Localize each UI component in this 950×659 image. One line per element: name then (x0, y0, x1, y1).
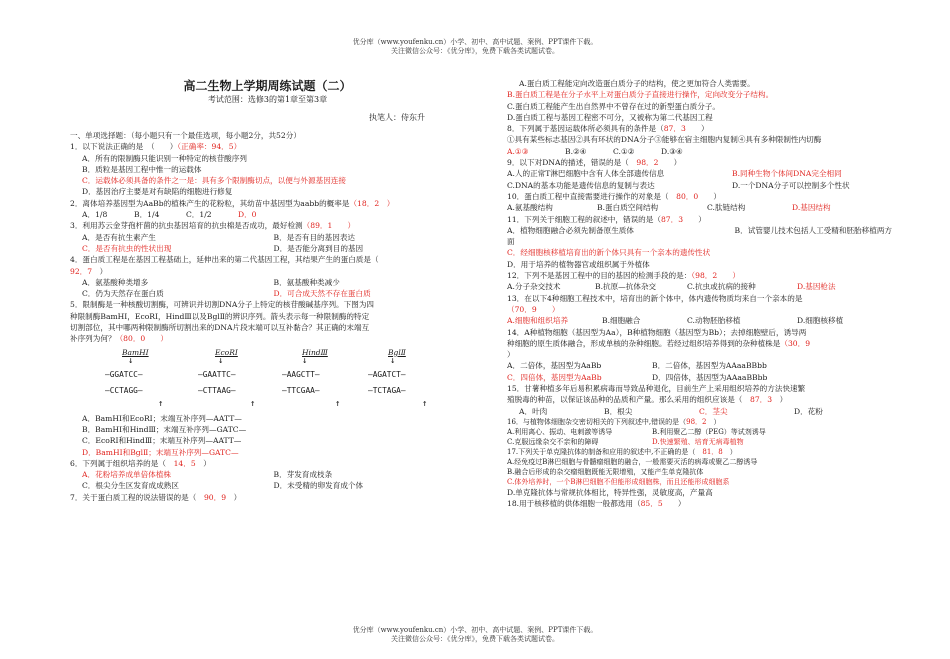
q15-option-a: A．叶肉 (519, 406, 548, 416)
question-4: 4．蛋白质工程是在基因工程基础上，延伸出来的第二代基因工程，其结果产生的蛋白质是（ 92．7 ） A．氨基酸种类增多 B．氨基酸种类减少 C．仍为天然存在蛋白质 D．可合成天然不存在蛋白质 (70, 254, 465, 299)
q14-option-a: A．二倍体，基因型为AaBb (507, 361, 602, 371)
q2-option-d: D．0 (238, 210, 257, 220)
q10-option-a: A.氨基酸结构 (507, 203, 553, 213)
q17-rate: 81．8 (702, 447, 723, 456)
q11-option-b-2: 面 (507, 237, 515, 247)
q11-option-d: D．用于培养的植物器官或组织属于外植体 (507, 259, 650, 269)
cut-arrow-up-icon: ↑ (335, 398, 341, 409)
q4-option-a: A．氨基酸种类增多 (82, 277, 149, 287)
q14-option-b: B．二倍体，基因型为AAaaBBbb (652, 361, 767, 371)
q5-rate: （80．0 ） (115, 334, 169, 344)
q11-option-b-1: B．试管婴儿技术包括人工受精和胚胎移植两方 (734, 225, 892, 235)
q16-rate: 98．2 (686, 417, 707, 426)
sequence-bottom: —TTCGAA— (282, 385, 320, 395)
q1-option-b: B．质粒是基因工程中惟一的运载体 (82, 164, 202, 174)
q8-option-a: A.①③ (507, 146, 529, 156)
q3-stem: 3．利用苏云金芽孢杆菌的抗虫基因培育的抗虫棉是否成功，最好检测 (70, 221, 303, 231)
sequence-top: —GAATTC— (198, 369, 236, 379)
q12-option-c: C.抗虫或抗病的接种 (687, 282, 756, 292)
q1-option-a: A．所有的限制酶只能识别一种特定的核苷酸序列 (82, 153, 247, 163)
q6-option-d: D．未受精的卵发育成个体 (273, 481, 364, 491)
cut-arrow-down-icon: ↓ (128, 355, 134, 366)
question-15: 15．甘薯种植多年后易积累病毒而导致品种退化，目前生产上采用组织培养的方法快速繁 殖脱毒的种苗，以保证该品种的品质和产量。那么采用的组织应该是（ 87．3 ） A．叶肉 B．根尖 C．茎尖 D．花粉 (507, 383, 892, 417)
q18-rate: 85．5 (640, 499, 663, 509)
q9-rate: 98．2 (636, 158, 659, 168)
q6-rate: 14．5 (173, 458, 196, 468)
sequence-top: —GGATCC— (105, 369, 143, 379)
q8-description: ①具有某些标志基因②具有环状的DNA分子③能够在宿主细胞内复制④具有多种限制性内切酶 (507, 135, 822, 145)
q12-rate: （98．2 ） (691, 271, 740, 281)
question-14: 14．A种植物细胞（基因型为Aa），B种植物细胞（基因型为Bb）；去掉细胞壁后，诱导两 种细胞的原生质体融合，形成单核的杂种细胞。若经过组织培养得到的杂种植株是（30．9 ） A．二倍体，基因型为AaBb B．二倍体，基因型为AAaaBBbb C．四倍体，基因型为AaBb D．四倍体，基因型为AAaaBBbb (507, 327, 892, 383)
sequence-bottom: —CTTAAG— (198, 385, 236, 395)
sequence-top: —AGATCT— (368, 369, 406, 379)
q12-option-a: A.分子杂交技术 (507, 282, 561, 292)
cut-arrow-down-icon: ↓ (218, 355, 224, 366)
q13-option-c: C.动物胚胎移植 (687, 316, 741, 326)
q1-option-c: C．运载体必须具备的条件之一是：具有多个限制酶切点，以便与外源基因连接 (82, 176, 346, 186)
q2-option-a: A．1/8 (82, 210, 108, 220)
question-5 (70, 299, 465, 457)
q3-option-c: C．是否有抗虫的性状出现 (82, 243, 172, 253)
q5-stem-2: 种限制酶BamHⅠ，EcoRⅠ，HindⅢ以及BglⅡ的辨识序列。箭头表示每一种限制酶的特定 (70, 311, 370, 321)
q7-option-b: B.蛋白质工程是在分子水平上对蛋白质分子直接进行操作，定向改变分子结构。 (507, 90, 774, 100)
cut-arrow-up-icon: ↑ (422, 398, 428, 409)
q6-option-c: C．根尖分生区发育成成熟区 (82, 481, 179, 491)
q8-stem: 8．下列属于基因运载体所必须具有的条件是（ (507, 124, 664, 134)
q2-rate: （18．2 ） (349, 198, 395, 208)
enzyme-label: BamHⅠ (122, 347, 149, 357)
q8-option-d: D.③④ (661, 146, 683, 156)
section-heading: 一、单项选择题：（每小题只有一个最佳选项，每小题2分，共52分） (70, 131, 301, 140)
q15-option-d: D．花粉 (794, 406, 823, 416)
question-17: 17.下列关于单克隆抗体的制备和应用的叙述中,不正确的是（ 81．8 ） A.经免疫过B淋巴细胞与骨髓瘤细胞的融合，一般需要灭活的病毒或聚乙二醇诱导 B.融合后形成的杂交瘤细胞既能无限增殖，又能产生单克隆抗体 C.体外培养时，一个B淋巴细胞不但能形成细胞株，而且还能形成细胞系 (507, 447, 892, 487)
q17-option-a: A.经免疫过B淋巴细胞与骨髓瘤细胞的融合，一般需要灭活的病毒或聚乙二醇诱导 (507, 457, 758, 466)
q4-option-d: D．可合成天然不存在蛋白质 (273, 289, 371, 299)
q5-option-b: B．BamHⅠ和HindⅢ；末端互补序列—GATC— (82, 424, 247, 434)
q7-option-a: A.蛋白质工程能定向改造蛋白质分子的结构，使之更加符合人类需要。 (519, 79, 755, 88)
exam-title: 高二生物上学期周练试题（二） (183, 79, 352, 93)
enzyme-label: EcoRⅠ (215, 347, 238, 357)
q16-option-c: C.克服远缘杂交不亲和的障碍 (507, 437, 599, 446)
q8-option-c: C.①② (613, 146, 635, 156)
q14-rate: （30．9 (780, 338, 811, 348)
q17-stem: 17.下列关于单克隆抗体的制备和应用的叙述中,不正确的是（ (507, 447, 696, 456)
right-column (507, 78, 892, 510)
sequence-bottom: —CCTAGG— (105, 385, 143, 395)
question-13 (507, 293, 892, 327)
q15-rate: 87．3 (750, 395, 773, 405)
cut-arrow-up-icon: ↑ (250, 398, 256, 409)
question-1 (70, 141, 465, 197)
q10-option-c: C.肽链结构 (707, 203, 746, 213)
q12-option-b: B.抗原—抗体杂交 (595, 282, 657, 292)
q4-rate: 92．7 (70, 266, 93, 276)
q9-stem: 9．以下对DNA的描述，错误的是（ (507, 158, 629, 168)
question-2 (70, 198, 465, 221)
q14-stem-2: 种细胞的原生质体融合，形成单核的杂种细胞。若经过组织培养得到的杂种植株是 (507, 338, 781, 348)
q15-stem-2: 殖脱毒的种苗，以保证该品种的品质和产量。那么采用的组织应该是（ (507, 395, 743, 405)
q13-option-a: A.细胞和组织培养 (507, 316, 569, 326)
q9-option-d: D.一个DNA分子可以控制多个性状 (732, 180, 850, 190)
q15-option-c: C．茎尖 (699, 406, 728, 416)
header-line-1: 优分库（www.youfenku.cn）小学、初中、高中试题、案例、PPT课件下载。 (352, 38, 598, 46)
q16-option-d: D.快速繁殖、培育无病毒植物 (652, 437, 744, 446)
q3-option-d: D．是否能分离到目的基因 (273, 243, 364, 253)
q14-stem-1: 14．A种植物细胞（基因型为Aa），B种植物细胞（基因型为Bb）；去掉细胞壁后，诱导两 (507, 327, 807, 337)
q17-option-b: B.融合后形成的杂交瘤细胞既能无限增殖，又能产生单克隆抗体 (507, 467, 704, 476)
q4-option-b: B．氨基酸种类减少 (273, 277, 340, 287)
q8-rate: 87．3 (663, 124, 686, 134)
footer-line-2: 关注微信公众号：《优分库》，免费下载各类试题试卷。 (391, 635, 559, 643)
question-11: 11．下列关于细胞工程的叙述中，错误的是（87．3 ） A．植物细胞融合必须先制备原生质体 B．试管婴儿技术包括人工受精和胚胎移植两方 面 C．经细胞核移植培育出的新个体只具有一个亲本的遗传性状 D．用于培养的植物器官或组织属于外植体 (507, 214, 892, 269)
q10-option-d: D.基因结构 (792, 203, 831, 213)
q14-option-c: C．四倍体，基因型为AaBb (507, 372, 602, 382)
q11-stem: 11．下列关于细胞工程的叙述中，错误的是（ (507, 214, 661, 224)
question-6: 6．下列属于组织培养的是（ 14．5 ） A．花粉培养成单倍体植株 B．芽发育成枝条 C．根尖分生区发育成成熟区 D．未受精的卵发育成个体 (70, 458, 465, 492)
q2-option-c: C．1/2 (186, 210, 212, 220)
q17-option-d: D.单克隆抗体与常规抗体相比，特异性强，灵敏度高，产量高 (507, 487, 713, 497)
q1-rate: （正确率：94．5） (177, 142, 242, 152)
q4-stem: 4．蛋白质工程是在基因工程基础上，延伸出来的第二代基因工程，其结果产生的蛋白质是（ (70, 255, 379, 265)
q9-option-c: C.DNA的基本功能是遗传信息的复制与表达 (507, 180, 655, 190)
question-3 (70, 220, 465, 254)
sequence-top: —AAGCTT— (282, 369, 320, 379)
q11-rate: 87．3 (660, 214, 684, 224)
q5-option-a: A．BamHⅠ和EcoRⅠ；末端互补序列—AATT— (82, 413, 242, 423)
q7-stem: 7．关于蛋白质工程的说法错误的是（ (70, 492, 197, 502)
q12-option-d: D.基因枪法 (797, 282, 836, 292)
q6-option-a: A．花粉培养成单倍体植株 (82, 470, 172, 480)
question-16: 16．与植物体细胞杂交密切相关的下列叙述中,错误的是（98．2 ） A.利用离心、振动、电刺激等诱导 B.利用聚乙二醇（PEG）等试剂诱导 C.克服远缘杂交不亲和的障碍 D.快速繁殖、培育无病毒植物 (507, 417, 766, 446)
q5-option-c: C．EcoRⅠ和HindⅢ；末端互补序列—AATT— (82, 436, 242, 446)
question-12 (507, 270, 892, 293)
cut-arrow-up-icon: ↑ (158, 398, 164, 409)
q4-option-c: C．仍为天然存在蛋白质 (82, 289, 164, 299)
q15-option-b: B．根尖 (604, 406, 633, 416)
q7-option-d: D.蛋白质工程与基因工程密不可分，又被称为第二代基因工程 (507, 112, 713, 122)
q9-option-a: A.人的正常T淋巴细胞中含有人体全部遗传信息 (507, 169, 665, 179)
q5-stem-1: 5．限制酶是一种核酸切割酶，可辨识并切割DNA分子上特定的核苷酸碱基序列。下图为四 (70, 300, 375, 310)
q10-rate: 80．0 (676, 191, 699, 201)
q15-stem-1: 15．甘薯种植多年后易积累病毒而导致品种退化，目前生产上采用组织培养的方法快速繁 (507, 384, 806, 394)
q13-option-b: B.细胞融合 (602, 316, 641, 326)
q11-option-c: C．经细胞核移植培育出的新个体只具有一个亲本的遗传性状 (507, 248, 711, 258)
header-line-2: 关注微信公众号：《优分库》，免费下载各类试题试卷。 (391, 47, 559, 55)
q7-option-c: C.蛋白质工程能产生出自然界中不曾存在过的新型蛋白质分子。 (507, 101, 720, 111)
page-header (0, 38, 950, 56)
exam-author: 执笔人：侍东升 (369, 113, 425, 122)
q12-stem: 12．下列不是基因工程中的目的基因的检测手段的是： (507, 271, 692, 281)
q2-stem: 2．离体培养基因型为AaBb的植株产生的花粉粒，其幼苗中基因型为aabb的概率是 (70, 198, 350, 208)
q11-option-a: A．植物细胞融合必须先制备原生质体 (507, 225, 634, 235)
q16-option-b: B.利用聚乙二醇（PEG）等试剂诱导 (652, 427, 766, 436)
q3-option-a: A．是否有抗生素产生 (82, 232, 156, 242)
q10-option-b: B.蛋白质空间结构 (597, 203, 659, 213)
cut-arrow-down-icon: ↓ (390, 355, 396, 366)
footer-line-1: 优分库（www.youfenku.cn）小学、初中、高中试题、案例、PPT课件下载。 (352, 626, 598, 634)
q18-stem: 18.用于核移植的供体细胞一般都选用（ (507, 499, 641, 509)
question-9: 9．以下对DNA的描述，错误的是（ 98．2 ） A.人的正常T淋巴细胞中含有人体全部遗传信息 B.同种生物个体间DNA完全相同 C.DNA的基本功能是遗传信息的复制与表达 D.一个DNA分子可以控制多个性状 (507, 158, 850, 190)
page-footer (0, 626, 950, 644)
q3-rate: （89．1 ） (302, 221, 356, 231)
question-10: 10．蛋白质工程中直接需要进行操作的对象是（ 80．0 ） A.氨基酸结构 B.蛋白质空间结构 C.肽链结构 D.基因结构 (507, 191, 831, 213)
enzyme-label: BglⅡ (388, 347, 406, 357)
q6-stem: 6．下列属于组织培养的是（ (70, 458, 166, 468)
cut-arrow-down-icon: ↓ (302, 355, 308, 366)
q3-option-b: B．是否有目的基因表达 (273, 232, 356, 242)
q9-option-b: B.同种生物个体间DNA完全相同 (732, 169, 842, 179)
q1-option-d: D．基因治疗主要是对有缺陷的细胞进行修复 (82, 187, 233, 197)
enzyme-label: HindⅢ (302, 347, 328, 357)
q16-stem: 16．与植物体细胞杂交密切相关的下列叙述中,错误的是（ (507, 417, 687, 426)
q5-stem-4: 补序列为何？ (70, 334, 116, 344)
question-18: 18.用于核移植的供体细胞一般都选用（85．5 ） (507, 499, 686, 509)
left-column (70, 78, 465, 503)
sequence-bottom: —TCTAGA— (368, 385, 406, 395)
q2-option-b: B．1/4 (134, 210, 160, 220)
q13-option-d: D.细胞核移植 (797, 316, 844, 326)
q1-stem: 1．以下说法正确的是 （ ） (70, 142, 178, 152)
q16-option-a: A.利用离心、振动、电刺激等诱导 (507, 427, 613, 436)
exam-scope: 考试范围：选修3的第1章至第3章 (207, 95, 328, 104)
q6-option-b: B．芽发育成枝条 (273, 470, 333, 480)
question-7-stem: 7．关于蛋白质工程的说法错误的是（ 90．9 ） (70, 492, 242, 502)
q5-stem-3: 切割部位，其中哪两种限制酶所切割出来的DNA片段末端可以互补黏合？其正确的末端互 (70, 323, 370, 333)
q17-option-c: C.体外培养时，一个B淋巴细胞不但能形成细胞株，而且还能形成细胞系 (507, 477, 730, 486)
q14-option-d: D．四倍体，基因型为AAaaBBbb (652, 372, 768, 382)
q7-rate: 90．9 (203, 492, 227, 502)
restriction-site-figure (70, 347, 465, 411)
q10-stem: 10．蛋白质工程中直接需要进行操作的对象是（ (507, 191, 669, 201)
q13-rate: （70．9 ） (507, 304, 560, 314)
q13-stem: 13．在以下4种细胞工程技术中，培育出的新个体中，体内遗传物质均来自一个亲本的是 (507, 293, 803, 303)
q5-option-d: D．BamHⅠ和BglⅡ；末端互补序列—GATC— (82, 447, 239, 457)
question-8: 8．下列属于基因运载体所必须具有的条件是（87．3 ） ①具有某些标志基因②具有环状的DNA分子③能够在宿主细胞内复制④具有多种限制性内切酶 A.①③ B.②④ C.①② D.③④ (507, 123, 892, 157)
q8-option-b: B.②④ (565, 146, 587, 156)
